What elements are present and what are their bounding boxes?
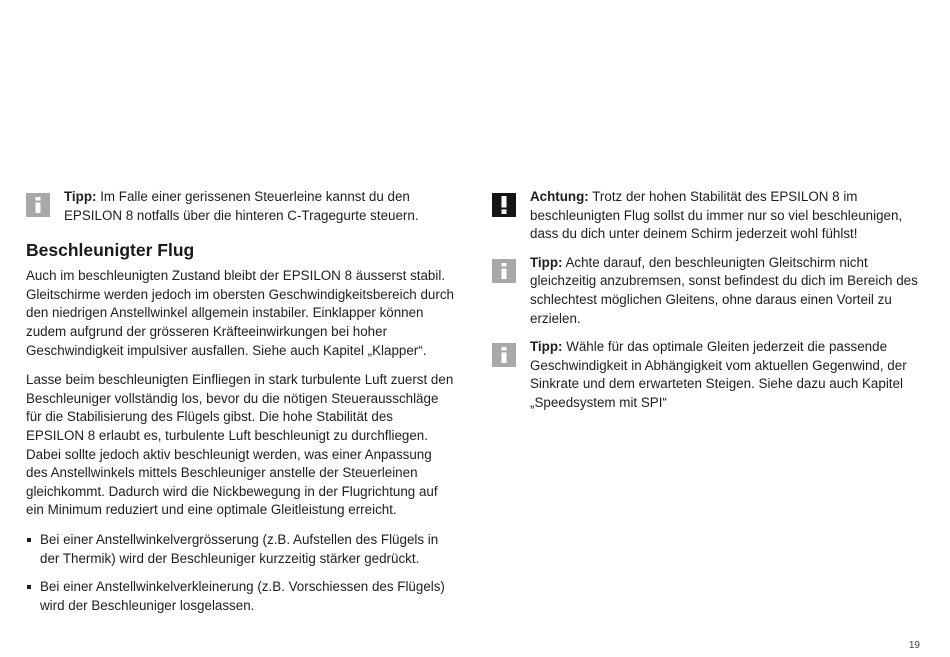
bullet-icon (27, 538, 31, 542)
warning-text (492, 188, 922, 244)
bullet-list (26, 531, 454, 615)
tip-label: Tipp: (530, 339, 563, 355)
section-heading: Beschleunigter Flug (26, 240, 195, 261)
info-icon (26, 193, 50, 217)
tip-label: Tipp: (530, 254, 563, 270)
tip-label: Tipp: (64, 189, 97, 204)
paragraph-stability: Auch im beschleunigten Zustand bleibt der EPSILON 8 äusserst stabil. Gleitschirme werden jedoch im obersten Geschwindigkeitsbereich durch den niedrigen Anstellwinkel allgemein instabiler. Einklapper können zudem aufgrund der grösseren Kräfteeinwirkungen bei hoher Geschwindigkeit impulsiver ausfallen. Siehe auch Kapitel „Klapper“. (26, 268, 454, 358)
bullet-icon (27, 585, 31, 589)
warning-note (492, 188, 922, 244)
warning-label: Achtung: (530, 189, 589, 204)
tip-note-steering-line (26, 188, 454, 225)
exclamation-icon (492, 193, 516, 217)
list-item-text: Bei einer Anstellwinkelverkleinerung (z.B. Vorschiessen des Flügels) wird der Beschleuniger losgelassen. (40, 579, 445, 613)
tip-note-braking (492, 254, 922, 328)
tip-body: Im Falle einer gerissenen Steuerleine kannst du den EPSILON 8 notfalls über die hinteren C-Tragegurte steuern. (64, 189, 419, 223)
tip-body: Achte darauf, den beschleunigten Gleitschirm nicht gleichzeitig anzubremsen, sonst befindest du dich im Bereich des schlechtest möglichen Gleitens, ohne daraus einen Vorteil zu erzielen. (530, 254, 918, 326)
tip-text (492, 338, 922, 412)
info-icon (492, 343, 516, 367)
warning-body: Trotz der hohen Stabilität des EPSILON 8 im beschleunigten Flug sollst du immer nur so viel beschleunigen, dass du dich unter deinem Schirm jederzeit wohl fühlst! (530, 189, 903, 242)
list-item (26, 578, 454, 615)
page-number: 19 (908, 640, 920, 651)
list-item (26, 531, 454, 568)
tip-note-optimal-glide (492, 338, 922, 412)
right-column (492, 188, 922, 423)
left-column (26, 188, 454, 625)
list-item-text: Bei einer Anstellwinkelvergrösserung (z.B. Aufstellen des Flügels in der Thermik) wird der Beschleuniger kurzzeitig stärker gedrückt. (40, 531, 439, 566)
info-icon (492, 259, 516, 283)
paragraph-turbulence: Lasse beim beschleunigten Einfliegen in stark turbulente Luft zuerst den Beschleuniger vollständig los, bevor du die nötigen Steuerausschläge für die Stabilisierung des Flügels gibst. Die hohe Stabilität des EPSILON 8 erlaubt es, turbulente Luft beschleunigt zu durchfliegen. Dabei sollte jedoch aktiv beschleunigt werden, was einer Anpassung des Anstellwinkels mittels Beschleuniger anstelle der Steuerleinen gleichkommt. Dadurch wird die Nickbewegung in der Flugrichtung auf ein Minimum reduziert und eine optimale Gleitleistung erreicht. (26, 372, 454, 518)
tip-body: Wähle für das optimale Gleiten jederzeit die passende Geschwindigkeit in Abhängigkeit vom aktuellen Gegenwind, der Sinkrate und dem erwarteten Steigen. Siehe dazu auch Kapitel „Speedsystem mit SPI“ (530, 339, 907, 410)
tip-text (492, 254, 922, 328)
tip-text (26, 188, 454, 225)
